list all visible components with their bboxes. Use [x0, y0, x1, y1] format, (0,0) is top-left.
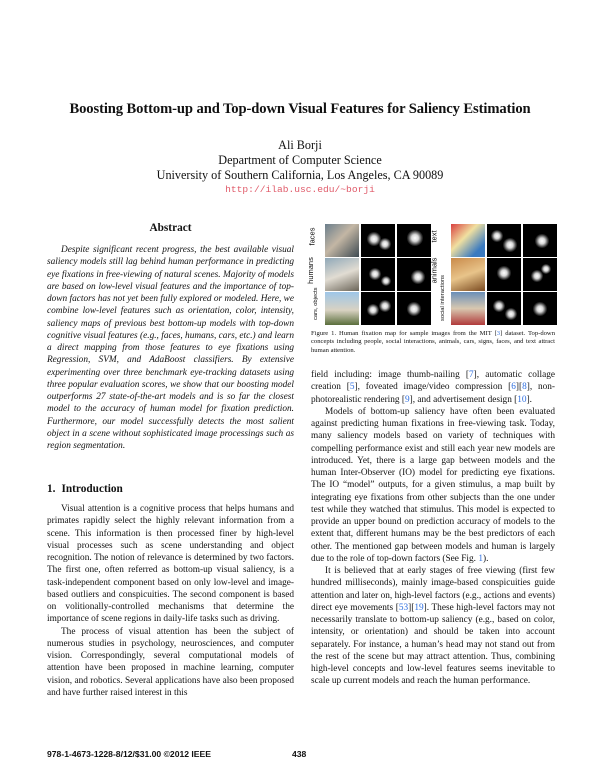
figure-label: cars, objects [313, 287, 319, 320]
citation-link[interactable]: 3 [496, 330, 501, 337]
saliency-map [361, 292, 395, 325]
section-title: Introduction [61, 483, 123, 495]
saliency-map [487, 292, 521, 325]
saliency-map [487, 224, 521, 257]
paragraph: field including: image thumb-nailing [7], automatic collage creation [5], foveated image/video compression [6][8], non-photorealistic rendering [9], and advertisement design [10]. [311, 370, 555, 405]
paragraph: It is believed that at early stages of free viewing (first few hundred milliseconds), mainly image-based conspicuities guide attention and later on, high-level factors (e.g., actions and events) direct eye movements [53][19]. These high-level factors may not necessarily translate to bottom-up saliency (e.g., based on color, intensity, or orientation) and should be taken into account separately. For instance, a human’s head may not stand out from the rest of the scene but may attract attention. Thus, combining high-level concepts and low-level features seems inevitable to scale up current models and reach the human performance. [311, 566, 555, 687]
saliency-map [397, 258, 431, 291]
sample-image-cars [325, 292, 359, 325]
saliency-map [361, 224, 395, 257]
paragraph: The process of visual attention has been the subject of numerous studies in psychology, neurosciences, and computer vision. Correspondingly, several computational models of attention have been proposed in machine learning, computer vision, and robotics. Several applications have also been proposed and have further raised interest in this [47, 626, 294, 698]
figure-label: faces [307, 227, 317, 246]
sample-image-animals [451, 258, 485, 291]
figure-label: social interactions [440, 274, 446, 321]
figure-label: humans [305, 257, 315, 284]
saliency-map [397, 292, 431, 325]
isbn-footer: 978-1-4673-1228-8/12/$31.00 ©2012 IEEE [47, 749, 212, 759]
sample-image-social [451, 292, 485, 325]
sample-image-text [451, 224, 485, 257]
figure-caption: Figure 1. Human fixation map for sample images from the MIT [3] dataset. Top-down concepts including people, social interactions, animals, cars, signs, faces, and text attract human attention. [311, 330, 555, 354]
sample-image-faces [325, 224, 359, 257]
introduction-body [47, 503, 294, 699]
paragraph: Models of bottom-up saliency have often been evaluated against predicting human fixations in free-viewing task. Today, many saliency models based on variety of techniques with compelling performance exist and still each year new models are introduced. Yet, there is a large gap between models and the human Inter-Observer (IO) model for predicting eye fixations. The IO “model” outputs, for a given stimulus, a map built by integrating eye fixations from other subjects than the one under test while they watched that stimulus. This model is expected to provide an upper bound on prediction accuracy of models to the extent that, different humans may be the best predictors of each other. The mentioned gap between models and human is largely due to the role of top-down factors (See Fig. 1). [311, 406, 555, 564]
citation-link[interactable]: 53 [398, 602, 409, 613]
department: Department of Computer Science [218, 153, 382, 167]
abstract-heading: Abstract [149, 222, 192, 234]
citation-link[interactable]: 9 [404, 394, 410, 405]
figure-label: animals [429, 257, 439, 284]
saliency-map [523, 258, 557, 291]
right-column-body [311, 369, 555, 688]
citation-link[interactable]: 6 [511, 382, 516, 393]
section-heading-introduction [47, 483, 123, 495]
figure-1 [305, 222, 555, 325]
saliency-map [523, 224, 557, 257]
citation-link[interactable]: 5 [349, 382, 355, 393]
citation-link[interactable]: 10 [517, 394, 527, 405]
page-number: 438 [292, 749, 307, 759]
abstract-text: Despite significant recent progress, the best available visual saliency models still lag behind human performance in predicting eye fixations in free-viewing of natural scenes. Majority of models are based on low-level visual features and the importance of top-down factors has not yet been fully explored or modeled. Here, we combine low-level features such as orientation, color, intensity, saliency maps of previous best bottom-up models with top-down cognitive visual features (e.g., faces, humans, cars, etc.) and learn a direct mapping from those features to eye fixations using Regression, SVM, and AdaBoost classifiers. By extensive experimenting over three benchmark eye-tracking datasets using three popular evaluation scores, we show that our boosting model outperforms 27 state-of-the-art models and is so far the closest model to the accuracy of human model for fixation prediction. Furthermore, our model successfully detects the most salient object in a scene without sophisticated image processings such as region segmentation. [47, 245, 294, 451]
sample-image-humans [325, 258, 359, 291]
author-url[interactable]: http://ilab.usc.edu/~borji [225, 184, 375, 195]
citation-link[interactable]: 8 [522, 382, 527, 393]
citation-link[interactable]: 7 [469, 370, 474, 380]
saliency-map [397, 224, 431, 257]
author-name: Ali Borji [278, 138, 322, 152]
saliency-map [361, 258, 395, 291]
saliency-map [487, 258, 521, 291]
figure-link[interactable]: 1 [478, 553, 483, 564]
section-number: 1. [47, 483, 56, 495]
paper-title: Boosting Bottom-up and Top-down Visual Features for Saliency Estimation [69, 101, 531, 117]
saliency-map [523, 292, 557, 325]
figure-label: text [429, 230, 439, 243]
paragraph: Visual attention is a cognitive process that helps humans and primates rapidly select the highly relevant information from a scene. This information is then processed finer by high-level visual processes such as scene understanding and object recognition. The notion of relevance is determined by two factors. The first one, often referred as bottom-up visual saliency, is a task-independent component based on only low-level and image-based outliers and conspicuities. The second component is based on volitionally-controlled mechanisms that determine the importance of scene regions in daily-life tasks such as driving. [47, 504, 294, 625]
affiliation: University of Southern California, Los Angeles, CA 90089 [156, 168, 444, 182]
citation-link[interactable]: 19 [414, 602, 424, 613]
